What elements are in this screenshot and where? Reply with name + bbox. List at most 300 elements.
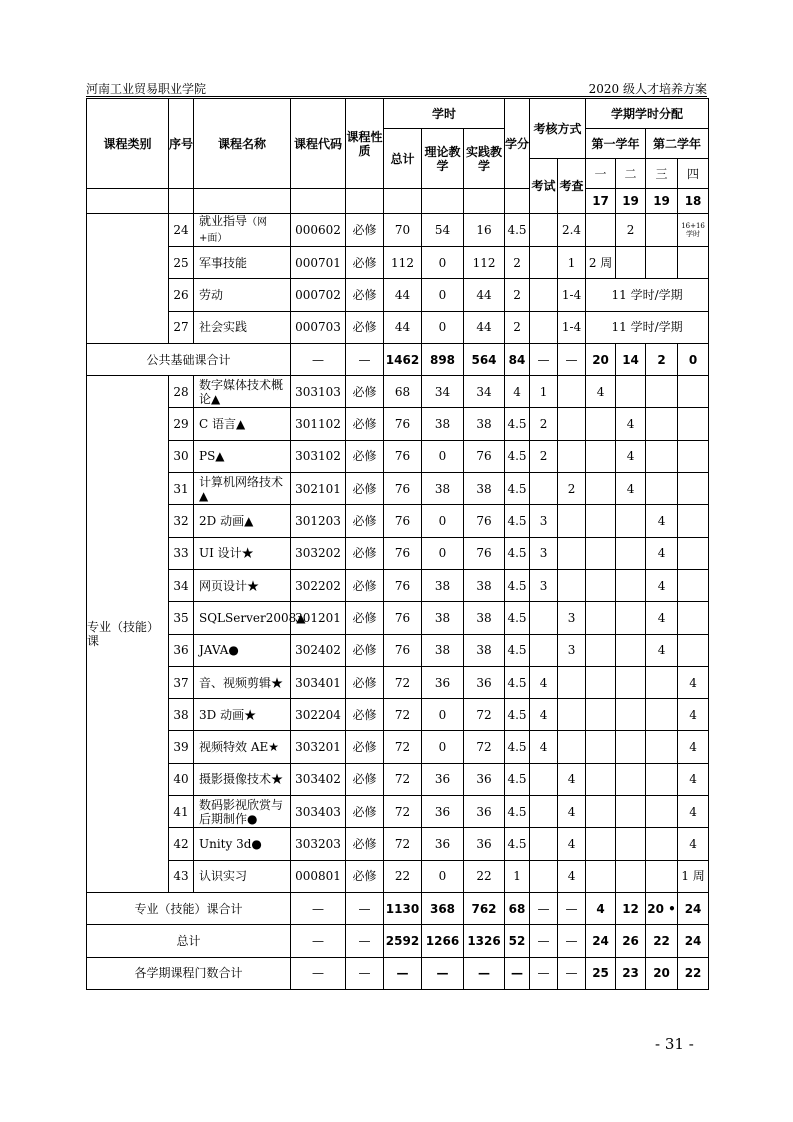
summary-row: [87, 343, 709, 375]
summary-theory-hours: —: [422, 957, 464, 989]
course-code: 303102: [291, 440, 346, 472]
table-row: [87, 440, 709, 472]
course-nature: 必修: [346, 214, 384, 247]
course-name-note: （网+面）: [199, 217, 268, 244]
course-check: 1-4: [558, 311, 586, 343]
header-plan-title: 2020 级人才培养方案: [588, 82, 707, 96]
course-semester-3: [646, 247, 678, 279]
course-practice-hours: 36: [464, 796, 505, 828]
course-check: 4: [558, 763, 586, 795]
course-practice-hours: 44: [464, 311, 505, 343]
course-code: 301201: [291, 602, 346, 634]
course-theory-hours: 0: [422, 247, 464, 279]
course-practice-hours: 38: [464, 473, 505, 505]
course-nature: 必修: [346, 247, 384, 279]
summary-credit: 68: [505, 892, 530, 924]
course-semester-4: 4: [678, 796, 709, 828]
table-row: [87, 763, 709, 795]
course-code: 303201: [291, 731, 346, 763]
course-total-hours: 22: [384, 860, 422, 892]
header-weeks-4: 18: [678, 189, 709, 214]
summary-credit: 52: [505, 925, 530, 957]
header-weeks-spacer: [384, 189, 422, 214]
course-credit: 4.5: [505, 408, 530, 440]
course-credit: 4: [505, 376, 530, 408]
summary-theory-hours: 1266: [422, 925, 464, 957]
header-category: 课程类别: [87, 99, 169, 189]
course-name: [194, 763, 291, 795]
summary-semester-4: 22: [678, 957, 709, 989]
course-name-text: 摄影摄像技术★: [199, 772, 284, 787]
course-exam: 2: [530, 408, 558, 440]
course-code: 303401: [291, 666, 346, 698]
summary-semester-2: 12: [616, 892, 646, 924]
course-total-hours: 44: [384, 311, 422, 343]
course-semester-2: [616, 860, 646, 892]
course-name: [194, 731, 291, 763]
header-semester-3: 三: [646, 159, 678, 189]
summary-semester-1: 4: [586, 892, 616, 924]
course-semester-1: 4: [586, 376, 616, 408]
course-semester-2: [616, 731, 646, 763]
course-seq: 41: [169, 796, 194, 828]
summary-practice-hours: 1326: [464, 925, 505, 957]
course-semester-2: 4: [616, 408, 646, 440]
course-total-hours: 76: [384, 408, 422, 440]
course-total-hours: 112: [384, 247, 422, 279]
course-semester-3: 4: [646, 569, 678, 601]
course-name: [194, 828, 291, 860]
course-name-text: SQLServer2008▲: [199, 610, 306, 625]
course-name: [194, 634, 291, 666]
course-exam: 2: [530, 440, 558, 472]
table-row: [87, 666, 709, 698]
course-credit: 4.5: [505, 828, 530, 860]
course-name: [194, 666, 291, 698]
course-name: [194, 408, 291, 440]
table-row: [87, 311, 709, 343]
course-practice-hours: 16: [464, 214, 505, 247]
table-row: [87, 634, 709, 666]
course-name-text: 数码影视欣赏与后期制作●: [199, 797, 284, 826]
summary-practice-hours: 564: [464, 343, 505, 375]
table-row: [87, 828, 709, 860]
course-total-hours: 72: [384, 796, 422, 828]
course-total-hours: 68: [384, 376, 422, 408]
header-course-nature: 课程性质: [346, 99, 384, 189]
course-name: [194, 699, 291, 731]
course-semester-3: [646, 731, 678, 763]
header-school-name: 河南工业贸易职业学院: [86, 82, 207, 96]
summary-semester-4: 0: [678, 343, 709, 375]
course-check: 4: [558, 828, 586, 860]
course-total-hours: 76: [384, 473, 422, 505]
summary-row: [87, 957, 709, 989]
summary-row: [87, 892, 709, 924]
summary-practice-hours: 762: [464, 892, 505, 924]
header-weeks-spacer: [291, 189, 346, 214]
course-check: 2.4: [558, 214, 586, 247]
course-semester-1: [586, 602, 616, 634]
course-semester-1: [586, 569, 616, 601]
course-credit: 4.5: [505, 731, 530, 763]
summary-total-hours: —: [384, 957, 422, 989]
course-check: [558, 699, 586, 731]
course-exam: [530, 763, 558, 795]
course-practice-hours: 36: [464, 828, 505, 860]
table-row: [87, 279, 709, 311]
course-practice-hours: 76: [464, 440, 505, 472]
header-semester-1: 一: [586, 159, 616, 189]
course-check: 1: [558, 247, 586, 279]
course-exam: [530, 602, 558, 634]
header-weeks-2: 19: [616, 189, 646, 214]
course-semester-4: [678, 634, 709, 666]
summary-semester-2: 14: [616, 343, 646, 375]
course-seq: 25: [169, 247, 194, 279]
course-nature: 必修: [346, 666, 384, 698]
course-semester-1: [586, 796, 616, 828]
course-exam: 4: [530, 731, 558, 763]
summary-label: 专业（技能）课合计: [87, 892, 291, 924]
course-seq: 28: [169, 376, 194, 408]
course-credit: 4.5: [505, 440, 530, 472]
table-row: [87, 247, 709, 279]
course-seq: 43: [169, 860, 194, 892]
course-semester-2: [616, 828, 646, 860]
course-semester-4: [678, 247, 709, 279]
course-semester-3: [646, 828, 678, 860]
course-nature: 必修: [346, 473, 384, 505]
course-theory-hours: 0: [422, 537, 464, 569]
course-semester-2: [616, 376, 646, 408]
course-seq: 36: [169, 634, 194, 666]
course-name-text: 音、视频剪辑★: [199, 675, 284, 690]
course-exam: 1: [530, 376, 558, 408]
course-exam: [530, 634, 558, 666]
course-semester-2: 4: [616, 440, 646, 472]
page-number: - 31 -: [655, 1035, 694, 1053]
course-code: 303402: [291, 763, 346, 795]
course-seq: 29: [169, 408, 194, 440]
course-name-text: Unity 3d●: [199, 836, 262, 851]
course-theory-hours: 0: [422, 860, 464, 892]
course-seq: 37: [169, 666, 194, 698]
summary-nature: —: [346, 343, 384, 375]
course-semester-3: [646, 376, 678, 408]
course-semester-3: [646, 763, 678, 795]
course-theory-hours: 54: [422, 214, 464, 247]
summary-total-hours: 2592: [384, 925, 422, 957]
course-exam: [530, 796, 558, 828]
course-semester-1: [586, 634, 616, 666]
course-seq: 40: [169, 763, 194, 795]
course-name-text: 2D 动画▲: [199, 514, 254, 529]
summary-exam: —: [530, 925, 558, 957]
course-nature: 必修: [346, 408, 384, 440]
course-nature: 必修: [346, 763, 384, 795]
course-check: 4: [558, 796, 586, 828]
header-assessment: 考核方式: [530, 99, 586, 159]
course-semester-3: [646, 473, 678, 505]
course-nature: 必修: [346, 860, 384, 892]
header-semester-2: 二: [616, 159, 646, 189]
course-name-text: 军事技能: [199, 255, 248, 270]
course-check: [558, 569, 586, 601]
table-row: [87, 537, 709, 569]
course-code: 000602: [291, 214, 346, 247]
course-name-text: PS▲: [199, 449, 225, 464]
course-theory-hours: 0: [422, 731, 464, 763]
course-check: 3: [558, 602, 586, 634]
course-practice-hours: 36: [464, 763, 505, 795]
course-theory-hours: 36: [422, 763, 464, 795]
summary-semester-3: 2: [646, 343, 678, 375]
curriculum-table: [86, 98, 709, 990]
course-check: [558, 440, 586, 472]
summary-semester-2: 23: [616, 957, 646, 989]
summary-practice-hours: —: [464, 957, 505, 989]
header-weeks-spacer: [194, 189, 291, 214]
header-semester-distribution: 学期学时分配: [586, 99, 709, 129]
course-theory-hours: 36: [422, 828, 464, 860]
course-check: [558, 408, 586, 440]
course-name-text: 网页设计★: [199, 578, 260, 593]
course-nature: 必修: [346, 634, 384, 666]
course-theory-hours: 36: [422, 796, 464, 828]
course-total-hours: 76: [384, 634, 422, 666]
summary-exam: —: [530, 343, 558, 375]
course-semester-2: [616, 602, 646, 634]
course-nature: 必修: [346, 602, 384, 634]
course-semester-3: [646, 699, 678, 731]
summary-exam: —: [530, 892, 558, 924]
course-name: [194, 473, 291, 505]
course-semester-4: 4: [678, 828, 709, 860]
course-name: [194, 537, 291, 569]
course-exam: [530, 214, 558, 247]
header-course-code: 课程代码: [291, 99, 346, 189]
course-practice-hours: 38: [464, 602, 505, 634]
course-seq: 24: [169, 214, 194, 247]
course-name-text: 计算机网络技术▲: [199, 474, 284, 503]
course-practice-hours: 34: [464, 376, 505, 408]
header-seq: 序号: [169, 99, 194, 189]
course-code: 302101: [291, 473, 346, 505]
course-practice-hours: 38: [464, 408, 505, 440]
header-weeks-1: 17: [586, 189, 616, 214]
course-semester-4: 4: [678, 763, 709, 795]
course-theory-hours: 38: [422, 634, 464, 666]
header-year-1: 第一学年: [586, 129, 646, 159]
summary-check: —: [558, 892, 586, 924]
course-practice-hours: 22: [464, 860, 505, 892]
course-total-hours: 72: [384, 828, 422, 860]
course-semester-2: [616, 634, 646, 666]
course-name-text: UI 设计★: [199, 546, 254, 561]
course-check: 3: [558, 634, 586, 666]
header-course-name: 课程名称: [194, 99, 291, 189]
course-semester-2: 4: [616, 473, 646, 505]
course-semester-1: [586, 731, 616, 763]
course-semester-4: 1 周: [678, 860, 709, 892]
summary-semester-1: 20: [586, 343, 616, 375]
summary-theory-hours: 368: [422, 892, 464, 924]
course-credit: 4.5: [505, 634, 530, 666]
course-credit: 1: [505, 860, 530, 892]
header-credit: 学分: [505, 99, 530, 189]
summary-nature: —: [346, 957, 384, 989]
summary-total-hours: 1130: [384, 892, 422, 924]
summary-semester-1: 24: [586, 925, 616, 957]
course-semester-4: [678, 537, 709, 569]
course-name: [194, 440, 291, 472]
course-total-hours: 76: [384, 505, 422, 537]
course-semester-4: 4: [678, 699, 709, 731]
course-semester-1: [586, 505, 616, 537]
course-name: [194, 602, 306, 634]
header-weeks-3: 19: [646, 189, 678, 214]
course-credit: 4.5: [505, 214, 530, 247]
course-semester-1: [586, 408, 616, 440]
course-semester-3: 4: [646, 602, 678, 634]
course-credit: 4.5: [505, 602, 530, 634]
course-semester-4: [678, 602, 709, 634]
course-code: 302402: [291, 634, 346, 666]
course-nature: 必修: [346, 569, 384, 601]
course-code: 303103: [291, 376, 346, 408]
course-practice-hours: 72: [464, 731, 505, 763]
summary-check: —: [558, 925, 586, 957]
course-semester-1: [586, 537, 616, 569]
summary-credit: 84: [505, 343, 530, 375]
course-practice-hours: 76: [464, 537, 505, 569]
course-nature: 必修: [346, 311, 384, 343]
course-seq: 27: [169, 311, 194, 343]
summary-nature: —: [346, 925, 384, 957]
course-name-text: 认识实习: [199, 869, 248, 884]
header-exam: 考试: [530, 159, 558, 214]
course-practice-hours: 36: [464, 666, 505, 698]
table-row: [87, 214, 709, 247]
course-theory-hours: 38: [422, 408, 464, 440]
table-row: [87, 473, 709, 505]
course-theory-hours: 0: [422, 440, 464, 472]
course-credit: 4.5: [505, 537, 530, 569]
course-nature: 必修: [346, 828, 384, 860]
course-name: [194, 311, 291, 343]
course-name: [194, 279, 291, 311]
course-nature: 必修: [346, 537, 384, 569]
course-name-text: 就业指导: [199, 214, 248, 228]
header-check: 考查: [558, 159, 586, 214]
course-credit: 4.5: [505, 569, 530, 601]
header-weeks-spacer: [505, 189, 530, 214]
course-name: [194, 860, 291, 892]
course-total-hours: 44: [384, 279, 422, 311]
course-exam: [530, 247, 558, 279]
course-semester-2: [616, 247, 646, 279]
course-name: [194, 505, 291, 537]
table-row: [87, 569, 709, 601]
course-total-hours: 72: [384, 731, 422, 763]
course-name: [194, 796, 291, 828]
course-semester-1: [586, 828, 616, 860]
header-theory-hours: 理论教学: [422, 129, 464, 189]
header-practice-hours: 实践教学: [464, 129, 505, 189]
course-theory-hours: 38: [422, 602, 464, 634]
course-credit: 4.5: [505, 796, 530, 828]
course-code: 000703: [291, 311, 346, 343]
course-exam: [530, 311, 558, 343]
summary-label: 公共基础课合计: [87, 343, 291, 375]
course-theory-hours: 34: [422, 376, 464, 408]
course-credit: 2: [505, 247, 530, 279]
course-semester-4: [678, 473, 709, 505]
course-code: 303203: [291, 828, 346, 860]
summary-total-hours: 1462: [384, 343, 422, 375]
course-code: 303403: [291, 796, 346, 828]
course-code: 301203: [291, 505, 346, 537]
summary-theory-hours: 898: [422, 343, 464, 375]
summary-semester-2: 26: [616, 925, 646, 957]
course-practice-hours: 38: [464, 634, 505, 666]
course-name: [194, 214, 291, 247]
course-name-text: C 语言▲: [199, 417, 246, 432]
course-semester-3: [646, 214, 678, 247]
course-semester-3: [646, 408, 678, 440]
course-nature: 必修: [346, 731, 384, 763]
course-practice-hours: 38: [464, 569, 505, 601]
course-code: 302204: [291, 699, 346, 731]
course-semester-2: 2: [616, 214, 646, 247]
summary-semester-4: 24: [678, 925, 709, 957]
course-semester-2: [616, 699, 646, 731]
summary-row: [87, 925, 709, 957]
course-theory-hours: 36: [422, 666, 464, 698]
summary-code: —: [291, 343, 346, 375]
header-weeks-spacer: [422, 189, 464, 214]
course-exam: 4: [530, 666, 558, 698]
table-row: [87, 505, 709, 537]
course-check: [558, 505, 586, 537]
course-semester-span: 11 学时/学期: [586, 279, 709, 311]
course-seq: 38: [169, 699, 194, 731]
course-total-hours: 72: [384, 666, 422, 698]
course-nature: 必修: [346, 699, 384, 731]
course-semester-1: [586, 699, 616, 731]
table-row: [87, 376, 709, 408]
course-seq: 33: [169, 537, 194, 569]
course-semester-4: [678, 408, 709, 440]
course-semester-1: [586, 860, 616, 892]
course-exam: 3: [530, 505, 558, 537]
course-nature: 必修: [346, 505, 384, 537]
course-seq: 39: [169, 731, 194, 763]
course-code: 302202: [291, 569, 346, 601]
course-semester-1: [586, 440, 616, 472]
course-total-hours: 76: [384, 569, 422, 601]
course-semester-2: [616, 537, 646, 569]
course-exam: 3: [530, 569, 558, 601]
course-total-hours: 70: [384, 214, 422, 247]
course-check: [558, 537, 586, 569]
course-check: [558, 666, 586, 698]
course-nature: 必修: [346, 279, 384, 311]
course-exam: [530, 828, 558, 860]
course-semester-3: 4: [646, 505, 678, 537]
course-semester-2: [616, 666, 646, 698]
